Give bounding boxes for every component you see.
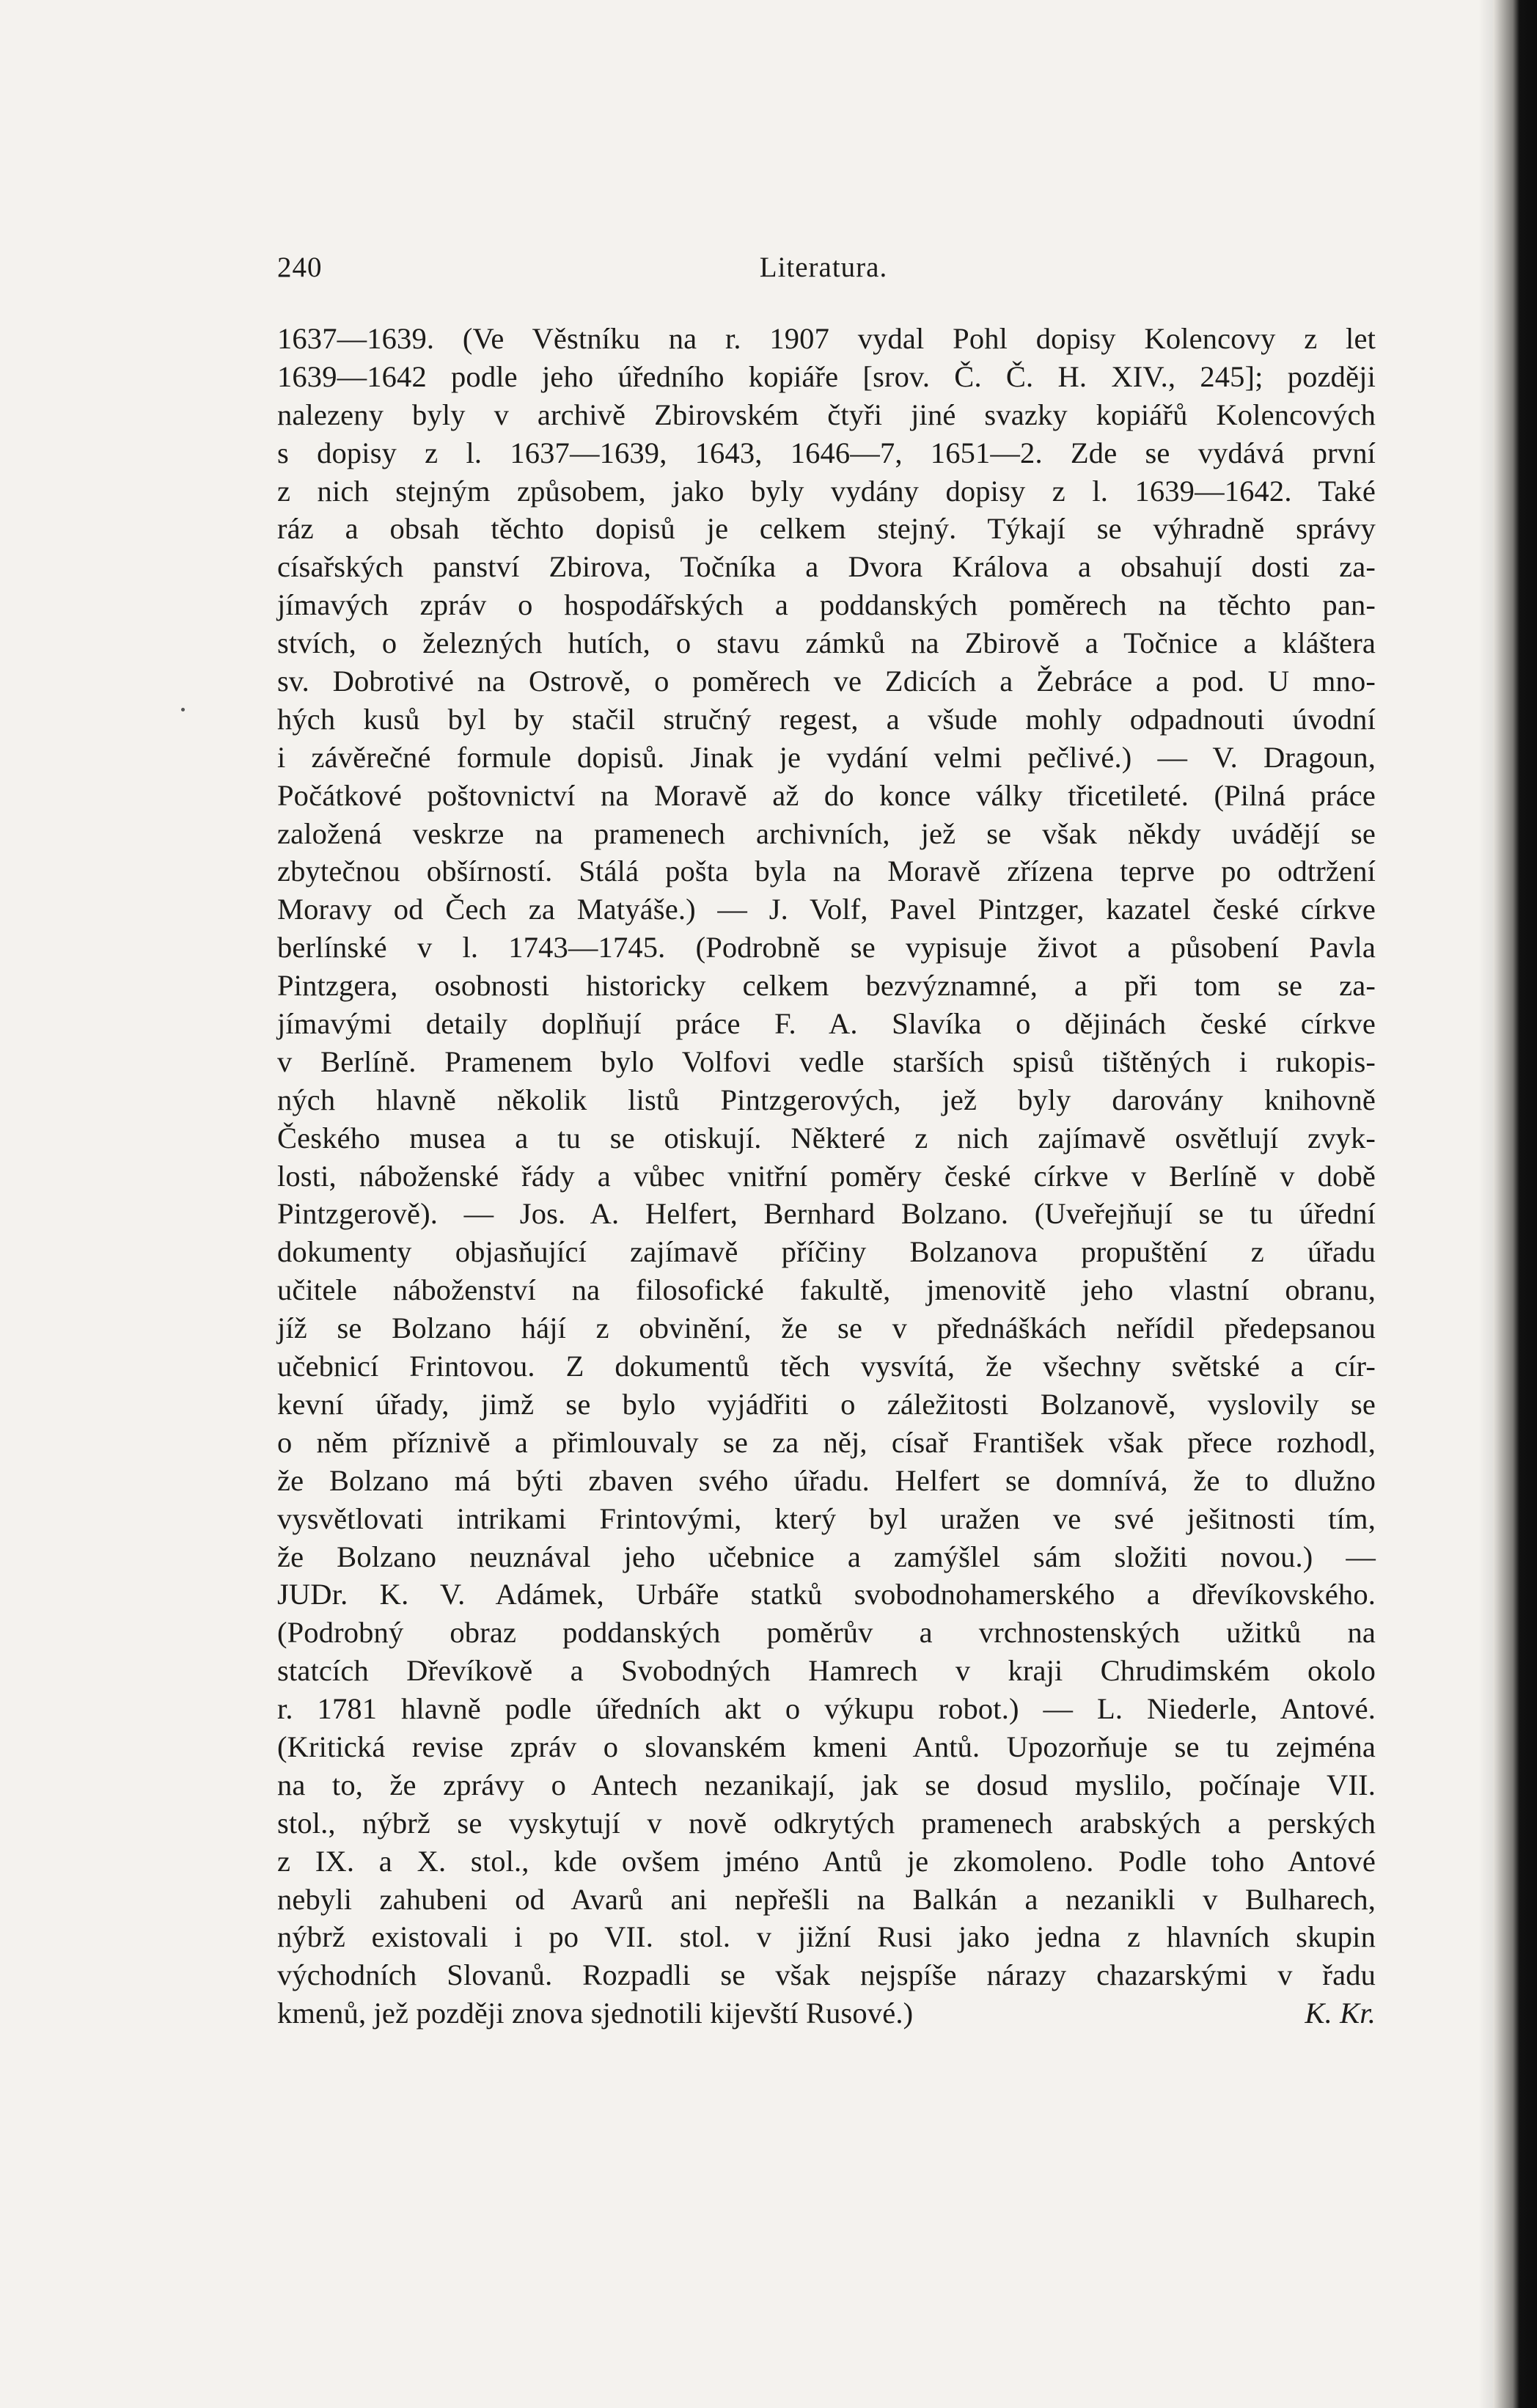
running-title: Literatura.	[759, 252, 888, 283]
body-line: nebyli zahubeni od Avarů ani nepřešli na Balkán a nezanikli v Bulharech,	[277, 1882, 1376, 1916]
scan-shadow	[1478, 0, 1493, 2408]
body-line: sv. Dobrotivé na Ostrově, o poměrech ve Zdicích a Žebráce a pod. U mno-	[277, 665, 1376, 698]
body-line: zbytečnou obšírností. Stálá pošta byla na Moravě zřízena teprve po odtržení	[277, 854, 1376, 888]
body-line: berlínské v l. 1743—1745. (Podrobně se vypisuje život a působení Pavla	[277, 931, 1376, 965]
body-line: že Bolzano neuznával jeho učebnice a zamýšlel sám složiti novou.) —	[277, 1540, 1376, 1573]
body-line: 1637—1639. (Ve Věstníku na r. 1907 vydal Pohl dopisy Kolencovy z let	[277, 322, 1376, 355]
body-line: Českého musea a tu se otiskují. Některé z nich zajímavě osvětlují zvyk-	[277, 1121, 1376, 1154]
body-final-line	[277, 1994, 1376, 2032]
body-line: i závěrečné formule dopisů. Jinak je vydání velmi pečlivé.) — V. Dragoun,	[277, 740, 1376, 774]
body-line: s dopisy z l. 1637—1639, 1643, 1646—7, 1651—2. Zde se vydává první	[277, 436, 1376, 469]
body-line: na to, že zprávy o Antech nezanikají, jak se dosud myslilo, počínaje VII.	[277, 1768, 1376, 1801]
body-line: (Kritická revise zpráv o slovanském kmeni Antů. Upozorňuje se tu zejména	[277, 1730, 1376, 1763]
body-line: ných hlavně několik listů Pintzgerových, jež byly darovány knihovně	[277, 1083, 1376, 1116]
body-line: o něm příznivě a přimlouvaly se za něj, císař František však přece rozhodl,	[277, 1425, 1376, 1459]
body-line: učitele náboženství na filosofické fakultě, jmenovitě jeho vlastní obranu,	[277, 1273, 1376, 1307]
body-line: z nich stejným způsobem, jako byly vydány dopisy z l. 1639—1642. Také	[277, 474, 1376, 508]
body-line: stvích, o železných hutích, o stavu zámků na Zbirově a Točnice a kláštera	[277, 626, 1376, 660]
body-line: Pintzgerově). — Jos. A. Helfert, Bernhard Bolzano. (Uveřejňují se tu úřední	[277, 1197, 1376, 1231]
body-line: východních Slovanů. Rozpadli se však nejspíše nárazy chazarskými v řadu	[277, 1958, 1376, 1992]
body-line: dokumenty objasňující zajímavě příčiny Bolzanova propuštění z úřadu	[277, 1235, 1376, 1269]
body-line: nalezeny byly v archivě Zbirovském čtyři jiné svazky kopiářů Kolencových	[277, 398, 1376, 431]
body-line: jíž se Bolzano hájí z obvinění, že se v přednáškách neřídil předepsanou	[277, 1311, 1376, 1345]
body-line: r. 1781 hlavně podle úředních akt o výkupu robot.) — L. Niederle, Antové.	[277, 1692, 1376, 1726]
page-number: 240	[277, 252, 323, 283]
body-line: 1639—1642 podle jeho úředního kopiáře [srov. Č. Č. H. XIV., 245]; později	[277, 359, 1376, 393]
scan-border	[1493, 0, 1537, 2408]
body-line: hých kusů byl by stačil stručný regest, a všude mohly odpadnouti úvodní	[277, 702, 1376, 736]
final-line-text: kmenů, jež později znova sjednotili kijevští Rusové.)	[277, 1997, 914, 2030]
signature: K. Kr.	[1305, 1997, 1376, 2030]
body-line: Počátkové poštovnictví na Moravě až do konce války třicetileté. (Pilná práce	[277, 778, 1376, 812]
body-line: kevní úřady, jimž se bylo vyjádřiti o záležitosti Bolzanově, vyslovily se	[277, 1387, 1376, 1421]
body-line: v Berlíně. Pramenem bylo Volfovi vedle starších spisů tištěných i rukopis-	[277, 1044, 1376, 1078]
body-line: jímavých zpráv o hospodářských a poddanských poměrech na těchto pan-	[277, 588, 1376, 622]
body-line: z IX. a X. stol., kde ovšem jméno Antů je zkomoleno. Podle toho Antové	[277, 1844, 1376, 1878]
body-line: jímavými detaily doplňují práce F. A. Slavíka o dějinách české církve	[277, 1007, 1376, 1041]
body-line: losti, náboženské řády a vůbec vnitřní poměry české církve v Berlíně v době	[277, 1159, 1376, 1193]
running-head	[277, 247, 1370, 288]
body-line: založená veskrze na pramenech archivních, jež se však někdy uvádějí se	[277, 816, 1376, 850]
body-line: vysvětlovati intrikami Frintovými, který byl uražen ve své ješitnosti tím,	[277, 1501, 1376, 1535]
body-line: nýbrž existovali i po VII. stol. v jižní Rusi jako jedna z hlavních skupin	[277, 1920, 1376, 1954]
body-line: císařských panství Zbirova, Točníka a Dvora Králova a obsahují dosti za-	[277, 550, 1376, 584]
body-line: statcích Dřevíkově a Svobodných Hamrech v kraji Chrudimském okolo	[277, 1654, 1376, 1688]
body-line: ráz a obsah těchto dopisů je celkem stejný. Týkají se výhradně správy	[277, 512, 1376, 546]
body-line: Moravy od Čech za Matyáše.) — J. Volf, Pavel Pintzger, kazatel české církve	[277, 893, 1376, 926]
body-line: že Bolzano má býti zbaven svého úřadu. Helfert se domnívá, že to dlužno	[277, 1463, 1376, 1497]
body-line: Pintzgera, osobnosti historicky celkem bezvýznamné, a při tom se za-	[277, 969, 1376, 1003]
body-line: stol., nýbrž se vyskytují v nově odkrytých pramenech arabských a perských	[277, 1806, 1376, 1840]
body-line: učebnicí Frintovou. Z dokumentů těch vysvítá, že všechny světské a cír-	[277, 1350, 1376, 1383]
body-text	[277, 320, 1376, 2032]
body-line: (Podrobný obraz poddanských poměrův a vrchnostenských užitků na	[277, 1616, 1376, 1650]
margin-mark	[181, 708, 185, 711]
body-line: JUDr. K. V. Adámek, Urbáře statků svobodnohamerského a dřevíkovského.	[277, 1578, 1376, 1611]
